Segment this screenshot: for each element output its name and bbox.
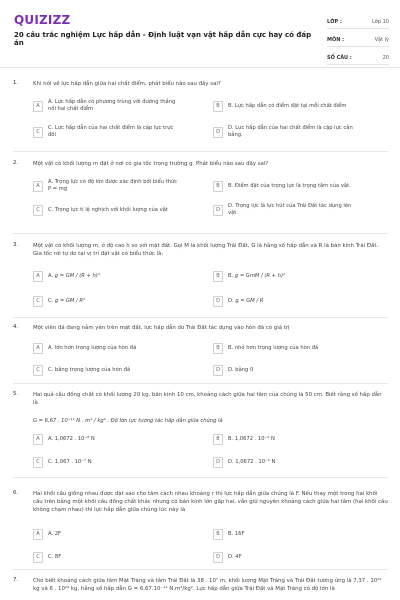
option-formula: g = GM / R [235, 297, 264, 304]
meta-value: Lớp 10 [372, 18, 389, 25]
option-letter: A [33, 101, 43, 112]
option-text: A. 2F [48, 530, 62, 537]
option-label: C. [48, 297, 54, 304]
option-b[interactable] [213, 340, 358, 356]
meta-label: LỚP : [327, 18, 342, 25]
option-b[interactable] [213, 526, 358, 542]
option-letter: D [213, 457, 223, 468]
option-d[interactable] [213, 202, 358, 218]
option-d[interactable] [213, 362, 358, 378]
option-text: D. bằng 0 [228, 366, 254, 373]
option-a[interactable] [33, 431, 178, 447]
worksheet-meta [327, 15, 389, 65]
question-divider [13, 477, 388, 478]
option-letter: B [213, 434, 223, 445]
meta-label: SỐ CÂU : [327, 54, 352, 61]
option-c[interactable] [33, 362, 178, 378]
option-letter: A [33, 434, 43, 445]
option-letter: B [213, 101, 223, 112]
option-text [48, 298, 178, 305]
option-text: B. nhỏ hơn trọng lượng của hòn đá [228, 344, 319, 351]
option-a[interactable] [33, 268, 178, 284]
option-text: B. Lực hấp dẫn có điểm đặt tại mỗi chất điểm [228, 102, 347, 109]
question-number: 7. [13, 577, 19, 583]
question-text: Khi nói về lực hấp dẫn giữa hai chất điểm, phát biểu nào sau đây sai? [33, 81, 221, 87]
question-text: Hai khối cầu giống nhau được đặt sao cho tâm cách nhau khoảng r thì lực hấp dẫn giữa chúng là F. Nếu thay một trong hai khối cầu trên bằng một khối cầu đồng chất khác nhưng có bán kính lớn gấp hai, vẫn giữ nguyên khoảng cách giữa hai tâm (hai khối cầu không chạm nhau) thì lực hấp dẫn giữa chúng lúc này là [33, 491, 388, 513]
option-letter: D [213, 296, 223, 307]
meta-count-row [327, 51, 389, 65]
option-letter: D [213, 127, 223, 138]
option-text [48, 273, 178, 280]
option-c[interactable] [33, 454, 178, 470]
option-text: C. Lực hấp dẫn của hai chất điểm là cặp lực trực đối [48, 125, 174, 138]
option-letter: B [213, 271, 223, 282]
question-divider [13, 233, 388, 234]
option-text: D. Trọng lực là lực hút của Trái Đất tác dụng lên vật [228, 203, 352, 216]
option-letter: B [213, 343, 223, 354]
option-label: D. [228, 297, 234, 304]
option-letter: C [33, 457, 43, 468]
option-letter: B [213, 529, 223, 540]
option-text: A. lớn hơn trọng lượng của hòn đá [48, 344, 137, 351]
option-text [228, 298, 358, 305]
option-text: B. 1,0672 . 10⁻⁶ N [228, 435, 275, 442]
option-c[interactable] [33, 124, 178, 140]
question-text: Một vật có khối lượng m đặt ở nơi có gia tốc trọng trường g. Phát biểu nào sau đây sai? [33, 161, 269, 167]
option-c[interactable] [33, 293, 178, 309]
option-d[interactable] [213, 293, 358, 309]
question-divider [13, 569, 388, 570]
option-d[interactable] [213, 454, 358, 470]
option-b[interactable] [213, 98, 358, 114]
option-letter: A [33, 343, 43, 354]
question-text: Một viên đá đang nằm yên trên mặt đất, lực hấp dẫn do Trái Đất tác dụng vào hòn đá có giá trị [33, 325, 290, 331]
option-text: D. 4F [228, 553, 242, 560]
option-a[interactable] [33, 526, 178, 542]
option-letter: D [213, 205, 223, 216]
option-label: B. [228, 272, 234, 279]
option-text: D. 1,0672 . 10⁻⁵ N [228, 458, 276, 465]
question-number: 3. [13, 242, 19, 248]
option-b[interactable] [213, 178, 358, 194]
option-text: C. 1,067 . 10⁻⁷ N [48, 458, 92, 465]
option-letter: D [213, 365, 223, 376]
worksheet-title: 20 câu trắc nghiệm Lực hấp dẫn - Định luật vạn vật hấp dẫn cực hay có đáp án [14, 31, 312, 47]
option-d[interactable] [213, 549, 358, 565]
option-letter: A [33, 181, 43, 192]
question-text: Cho biết khoảng cách giữa tâm Mặt Trăng và tâm Trái Đất là 38 . 10⁷ m, khối lượng Mặt Trăng và Trái Đất tương ứng là 7,37 . 10²² kg và 6 . 10²⁴ kg, hằng số hấp dẫn G = 6,67.10⁻¹¹ N.m²/kg². Lực hấp dẫn giữa Trái Đất và Mặt Trăng có độ lớn là [33, 578, 382, 592]
option-b[interactable] [213, 268, 358, 284]
option-a[interactable] [33, 178, 178, 194]
question-divider [13, 383, 388, 384]
meta-value: 20 [382, 54, 389, 61]
option-letter: A [33, 529, 43, 540]
meta-class-row [327, 15, 389, 29]
option-formula: g = GmM / (R + h)² [234, 272, 286, 279]
worksheet-header [0, 0, 400, 68]
option-text: C. bằng trọng lượng của hòn đá [48, 366, 131, 373]
option-text: B. Điểm đặt của trọng lực là trọng tâm của vật. [228, 182, 351, 189]
question-number: 2. [13, 160, 19, 166]
option-letter: C [33, 127, 43, 138]
option-letter: D [213, 552, 223, 563]
question-number: 1. [13, 80, 19, 86]
option-c[interactable] [33, 202, 178, 218]
option-letter: C [33, 552, 43, 563]
option-text: D. Lực hấp dẫn của hai chất điểm là cặp lực cân bằng. [228, 125, 353, 138]
question-divider [13, 317, 388, 318]
option-letter: A [33, 271, 43, 282]
option-text: C. Trọng lực tỉ lệ nghịch với khối lượng của vật [48, 206, 168, 213]
option-text: C. 8F [48, 553, 62, 560]
option-formula: g = GM / R² [54, 297, 86, 304]
question-text: Một vật có khối lượng m, ở độ cao h so với mặt đất. Gọi M là khối lượng Trái Đất, G là hằng số hấp dẫn và R là bán kính Trái Đất. Gia tốc rơi tự do tại vị trí đặt vật có biểu thức là: [33, 243, 379, 257]
option-text: A. 1,0672 . 10⁻⁸ N [48, 435, 95, 442]
option-d[interactable] [213, 124, 358, 140]
option-a[interactable] [33, 98, 178, 114]
question-number: 5. [13, 391, 19, 397]
meta-value: Vật lý [374, 36, 389, 43]
meta-subject-row [327, 33, 389, 47]
option-letter: C [33, 365, 43, 376]
option-letter: B [213, 181, 223, 192]
question-number: 4. [13, 324, 19, 330]
option-label: A. [48, 272, 54, 279]
option-c[interactable] [33, 549, 178, 565]
option-text: A. Lực hấp dẫn có phương trùng với đường thẳng nối hai chất điểm [48, 99, 176, 112]
option-letter: C [33, 205, 43, 216]
option-text: B. 16F [228, 530, 245, 537]
option-text [228, 273, 358, 280]
option-formula: g = GM / (R + h)² [54, 272, 100, 279]
option-text: A. Trọng lực có độ lớn được xác định bởi biểu thức P = mg [48, 179, 178, 192]
quizizz-logo: QUIZIZZ [14, 13, 71, 27]
question-formula: G = 6,67 . 10⁻¹¹ N . m² / kg² . Độ lớn lực tương tác hấp dẫn giữa chúng là [33, 418, 223, 424]
option-letter: C [33, 296, 43, 307]
option-b[interactable] [213, 431, 358, 447]
question-text: Hai quả cầu đồng chất có khối lượng 20 kg, bán kính 10 cm, khoảng cách giữa hai tâm của chúng là 50 cm. Biết rằng số hấp dẫn là [33, 392, 382, 406]
question-divider [13, 151, 388, 152]
question-number: 6. [13, 490, 19, 496]
meta-label: MÔN : [327, 36, 345, 43]
option-a[interactable] [33, 340, 178, 356]
